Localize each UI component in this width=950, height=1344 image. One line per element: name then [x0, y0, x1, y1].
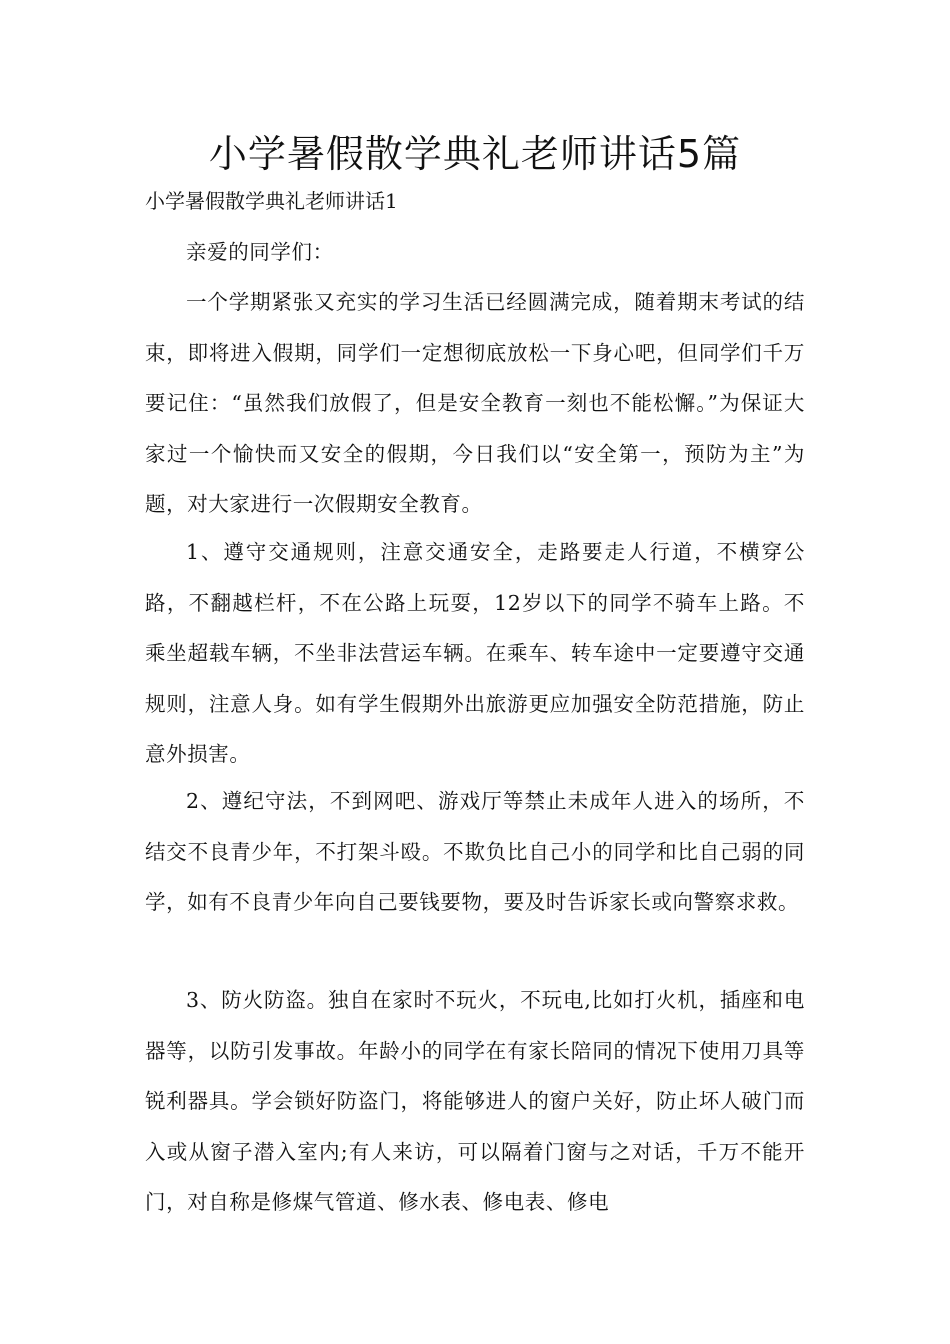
page-title: 小学暑假散学典礼老师讲话5篇 — [208, 132, 742, 176]
paragraph-traffic-safety: 1、遵守交通规则，注意交通安全，走路要走人行道，不横穿公路，不翻越栏杆，不在公路上玩耍，12岁以下的同学不骑车上路。不乘坐超载车辆，不坐非法营运车辆。在乘车、转车途中一定要遵守交通规则，注意人身。如有学生假期外出旅游更应加强安全防范措施，防止意外损害。 — [145, 540, 805, 766]
paragraph-fire-theft-prevention: 3、防火防盗。独自在家时不玩火，不玩电,比如打火机，插座和电器等，以防引发事故。年龄小的同学在有家长陪同的情况下使用刀具等锐利器具。学会锁好防盗门，将能够进人的窗户关好，防止坏人破门而入或从窗子潜入室内;有人来访，可以隔着门窗与之对话，千万不能开门，对自称是修煤气管道、修水表、修电表、修电 — [145, 988, 805, 1214]
section-heading: 小学暑假散学典礼老师讲话1 — [145, 189, 398, 213]
paragraph-intro: 一个学期紧张又充实的学习生活已经圆满完成，随着期末考试的结束，即将进入假期，同学们一定想彻底放松一下身心吧，但同学们千万要记住：“虽然我们放假了，但是安全教育一刻也不能松懈。”为保证大家过一个愉快而又安全的假期，今日我们以“安全第一，预防为主”为题，对大家进行一次假期安全教育。 — [145, 290, 805, 516]
paragraph-law-abiding: 2、遵纪守法，不到网吧、游戏厅等禁止未成年人进入的场所，不结交不良青少年，不打架斗殴。不欺负比自己小的同学和比自己弱的同学，如有不良青少年向自己要钱要物，要及时告诉家长或向警察求救。 — [145, 789, 805, 914]
greeting: 亲爱的同学们： — [186, 240, 334, 264]
